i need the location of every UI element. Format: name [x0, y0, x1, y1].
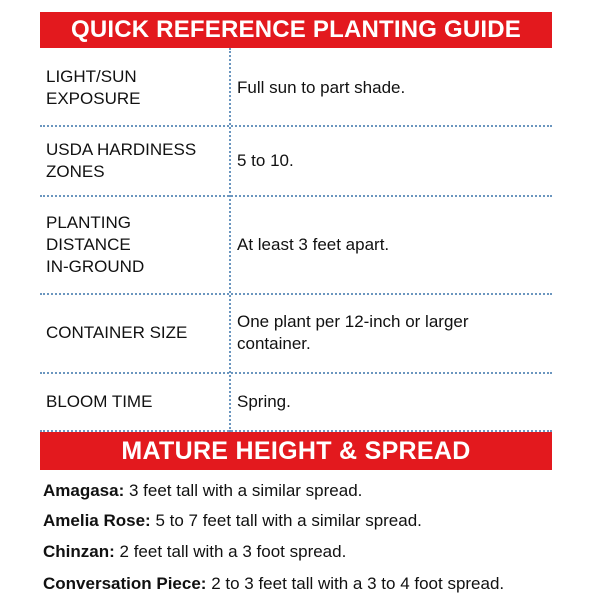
row-value-light: Full sun to part shade. — [237, 78, 406, 97]
spread-item-conversation-piece — [43, 573, 598, 595]
variety-name: Chinzan: — [43, 542, 115, 561]
row-label-light: LIGHT/SUN EXPOSURE — [46, 67, 141, 108]
variety-name: Amelia Rose: — [43, 511, 151, 530]
row-value-bloom: Spring. — [237, 392, 291, 411]
row-value-distance: At least 3 feet apart. — [237, 235, 390, 254]
variety-description: 2 feet tall with a 3 foot spread. — [119, 542, 347, 561]
variety-name: Conversation Piece: — [43, 574, 207, 593]
row-value-zones: 5 to 10. — [237, 151, 294, 170]
spread-item-amelia-rose — [43, 510, 598, 532]
variety-description: 5 to 7 feet tall with a similar spread. — [155, 511, 422, 530]
spread-item-chinzan — [43, 541, 598, 563]
row-label-zones: USDA HARDINESS ZONES — [46, 140, 197, 181]
planting-guide-title: QUICK REFERENCE PLANTING GUIDE — [40, 12, 552, 48]
variety-name: Amagasa: — [43, 481, 125, 500]
row-label-bloom: BLOOM TIME — [46, 392, 153, 411]
row-divider — [40, 293, 552, 295]
spread-item-amagasa — [43, 480, 598, 502]
row-divider — [40, 195, 552, 197]
row-value-container: One plant per 12-inch or larger container. — [237, 312, 469, 353]
column-divider — [229, 48, 231, 432]
variety-description: 3 feet tall with a similar spread. — [129, 481, 363, 500]
row-divider — [40, 125, 552, 127]
row-divider — [40, 372, 552, 374]
mature-height-title: MATURE HEIGHT & SPREAD — [40, 432, 552, 470]
row-label-distance: PLANTING DISTANCE IN-GROUND — [46, 213, 145, 276]
row-label-container: CONTAINER SIZE — [46, 323, 188, 342]
variety-description: 2 to 3 feet tall with a 3 to 4 foot spread. — [211, 574, 505, 593]
